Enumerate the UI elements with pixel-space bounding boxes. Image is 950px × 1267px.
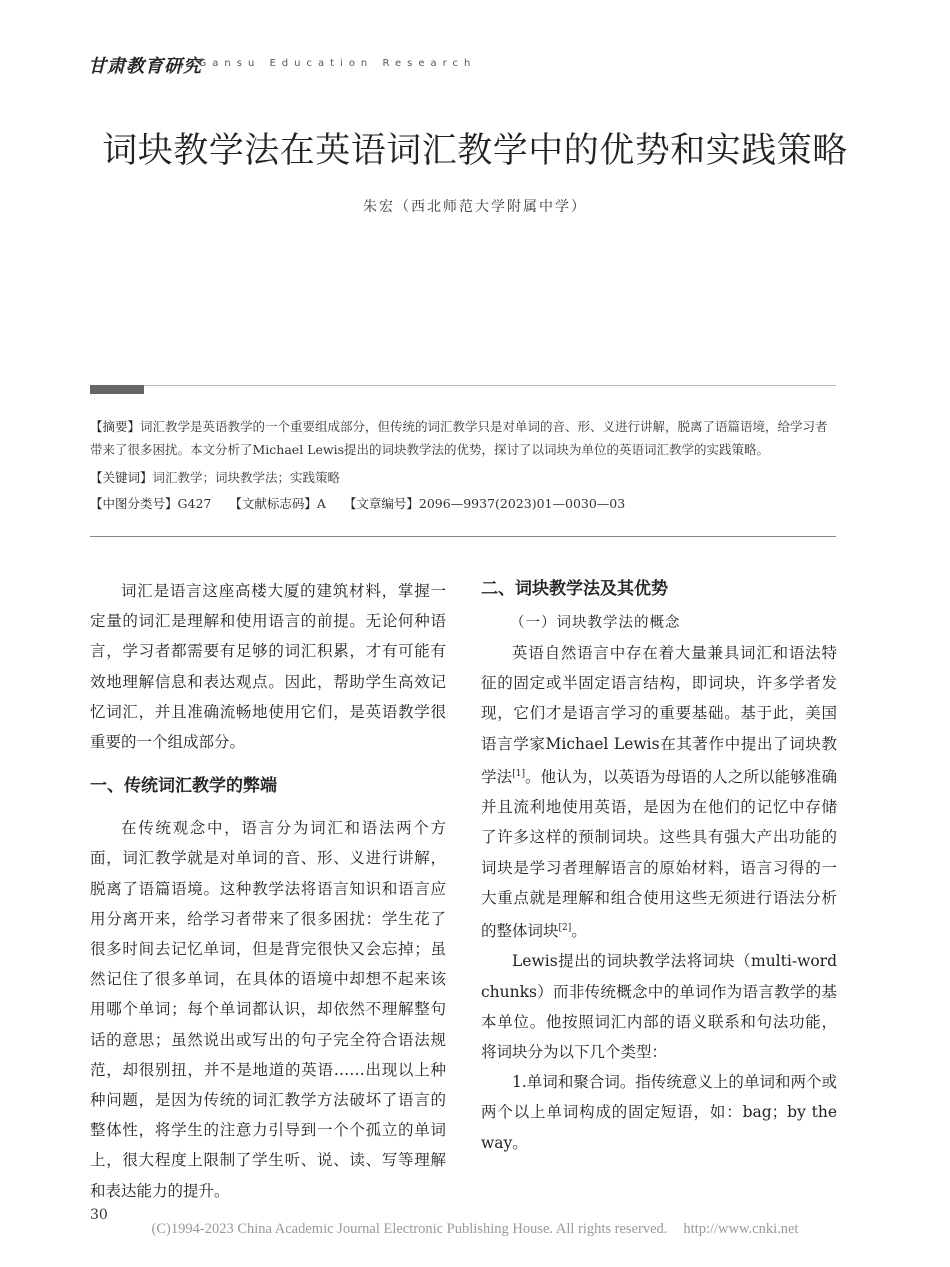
concept-text-b: 。他认为，以英语为母语的人之所以能够准确并且流利地使用英语，是因为在他们的记忆中存储了许多这样的预制词块。这些具有强大产出功能的词块是学习者理解语言的原始材料，语言习得的一大重点就是理解和组合使用这些无须进行语法分析的整体词块 [481,767,837,941]
doc-code-value: A [316,496,326,511]
subsection-heading: （一）词块教学法的概念 [510,615,681,631]
article-number-value: 2096—9937(2023)01—0030—03 [418,496,626,511]
intro-paragraph: 词汇是语言这座高楼大厦的建筑材料，掌握一定量的词汇是理解和使用语言的前提。无论何种语言，学习者都需要有足够的词汇积累，才有可能有效地理解信息和表达观点。因此，帮助学生高效记忆词汇，并且准确流畅地使用它们，是英语教学很重要的一个组成部分。 [90,582,446,752]
left-column [90,576,446,1206]
cnki-url[interactable]: http://www.cnki.net [683,1221,799,1237]
keywords [90,468,340,486]
keywords-label: 【关键词】 [90,470,153,485]
article-title: 词块教学法在英语词汇教学中的优势和实践策略 [102,131,848,171]
copyright-text: (C)1994-2023 China Academic Journal Electronic Publishing House. All rights reserved. [151,1221,668,1237]
section-1-paragraph: 在传统观念中，语言分为词汇和语法两个方面，词汇教学就是对单词的音、形、义进行讲解，脱离了语篇语境。这种教学法将语言知识和语言应用分离开来，给学习者带来了很多困扰：学生花了很多时间去记忆单词，但是背完很快又会忘掉；虽然记住了很多单词，在具体的语境中却想不起来该用哪个单词；每个单词都认识，却依然不理解整句话的意思；虽然说出或写出的句子完全符合语法规范，却很别扭，并不是地道的英语……出现以上种种问题，是因为传统的词汇教学方法破坏了语言的整体性，将学生的注意力引导到一个个孤立的单词上，很大程度上限制了学生听、说、读、写等理解和表达能力的提升。 [90,819,446,1200]
section-1-heading: 一、传统词汇教学的弊端 [90,776,277,797]
reference-1[interactable]: [1] [512,768,525,779]
chunk-type-1-paragraph: 1.单词和聚合词。指传统意义上的单词和两个或两个以上单词构成的固定短语，如：bag；by the way。 [481,1073,837,1152]
right-column [481,576,837,1158]
page-number: 30 [90,1207,108,1223]
article-author: 朱宏（西北师范大学附属中学） [363,199,587,215]
concept-text-a: 英语自然语言中存在着大量兼具词汇和语法特征的固定或半固定语言结构，即词块，许多学者发现，它们才是语言学习的重要基础。基于此，美国语言学家Michael Lewis在其著作中提出了词块教学法 [481,644,837,786]
abstract [90,415,836,461]
reference-2[interactable]: [2] [558,922,572,933]
copyright-line [0,1221,950,1238]
accent-bar [90,385,144,394]
classification-line [90,494,639,512]
divider-rule [90,536,836,537]
article-number-label: 【文章编号】 [343,496,419,511]
concept-text-c: 。 [571,922,587,941]
doc-code-label: 【文献标志码】 [229,496,317,511]
clc-value: G427 [177,496,212,511]
abstract-text: 词汇教学是英语教学的一个重要组成部分，但传统的词汇教学只是对单词的音、形、义进行讲解，脱离了语篇语境，给学习者带来了很多困扰。本文分析了Michael Lewis提出的词块教学法的优势，探讨了以词块为单位的英语词汇教学的实践策略。 [90,419,828,457]
section-2-heading: 二、词块教学法及其优势 [481,579,668,599]
journal-name-en: | Gansu Education Research [180,58,477,69]
keywords-text: 词汇教学；词块教学法；实践策略 [152,470,341,485]
journal-name: 甘肃教育研究 [88,56,202,77]
lewis-paragraph: Lewis提出的词块教学法将词块（multi-word chunks）而非传统概念中的单词作为语言教学的基本单位。他按照词汇内部的语义联系和句法功能，将词块分为以下几个类型： [481,952,837,1061]
abstract-label: 【摘要】 [90,419,141,434]
concept-paragraph [481,638,837,946]
clc-label: 【中图分类号】 [90,496,178,511]
top-rule [90,385,836,386]
